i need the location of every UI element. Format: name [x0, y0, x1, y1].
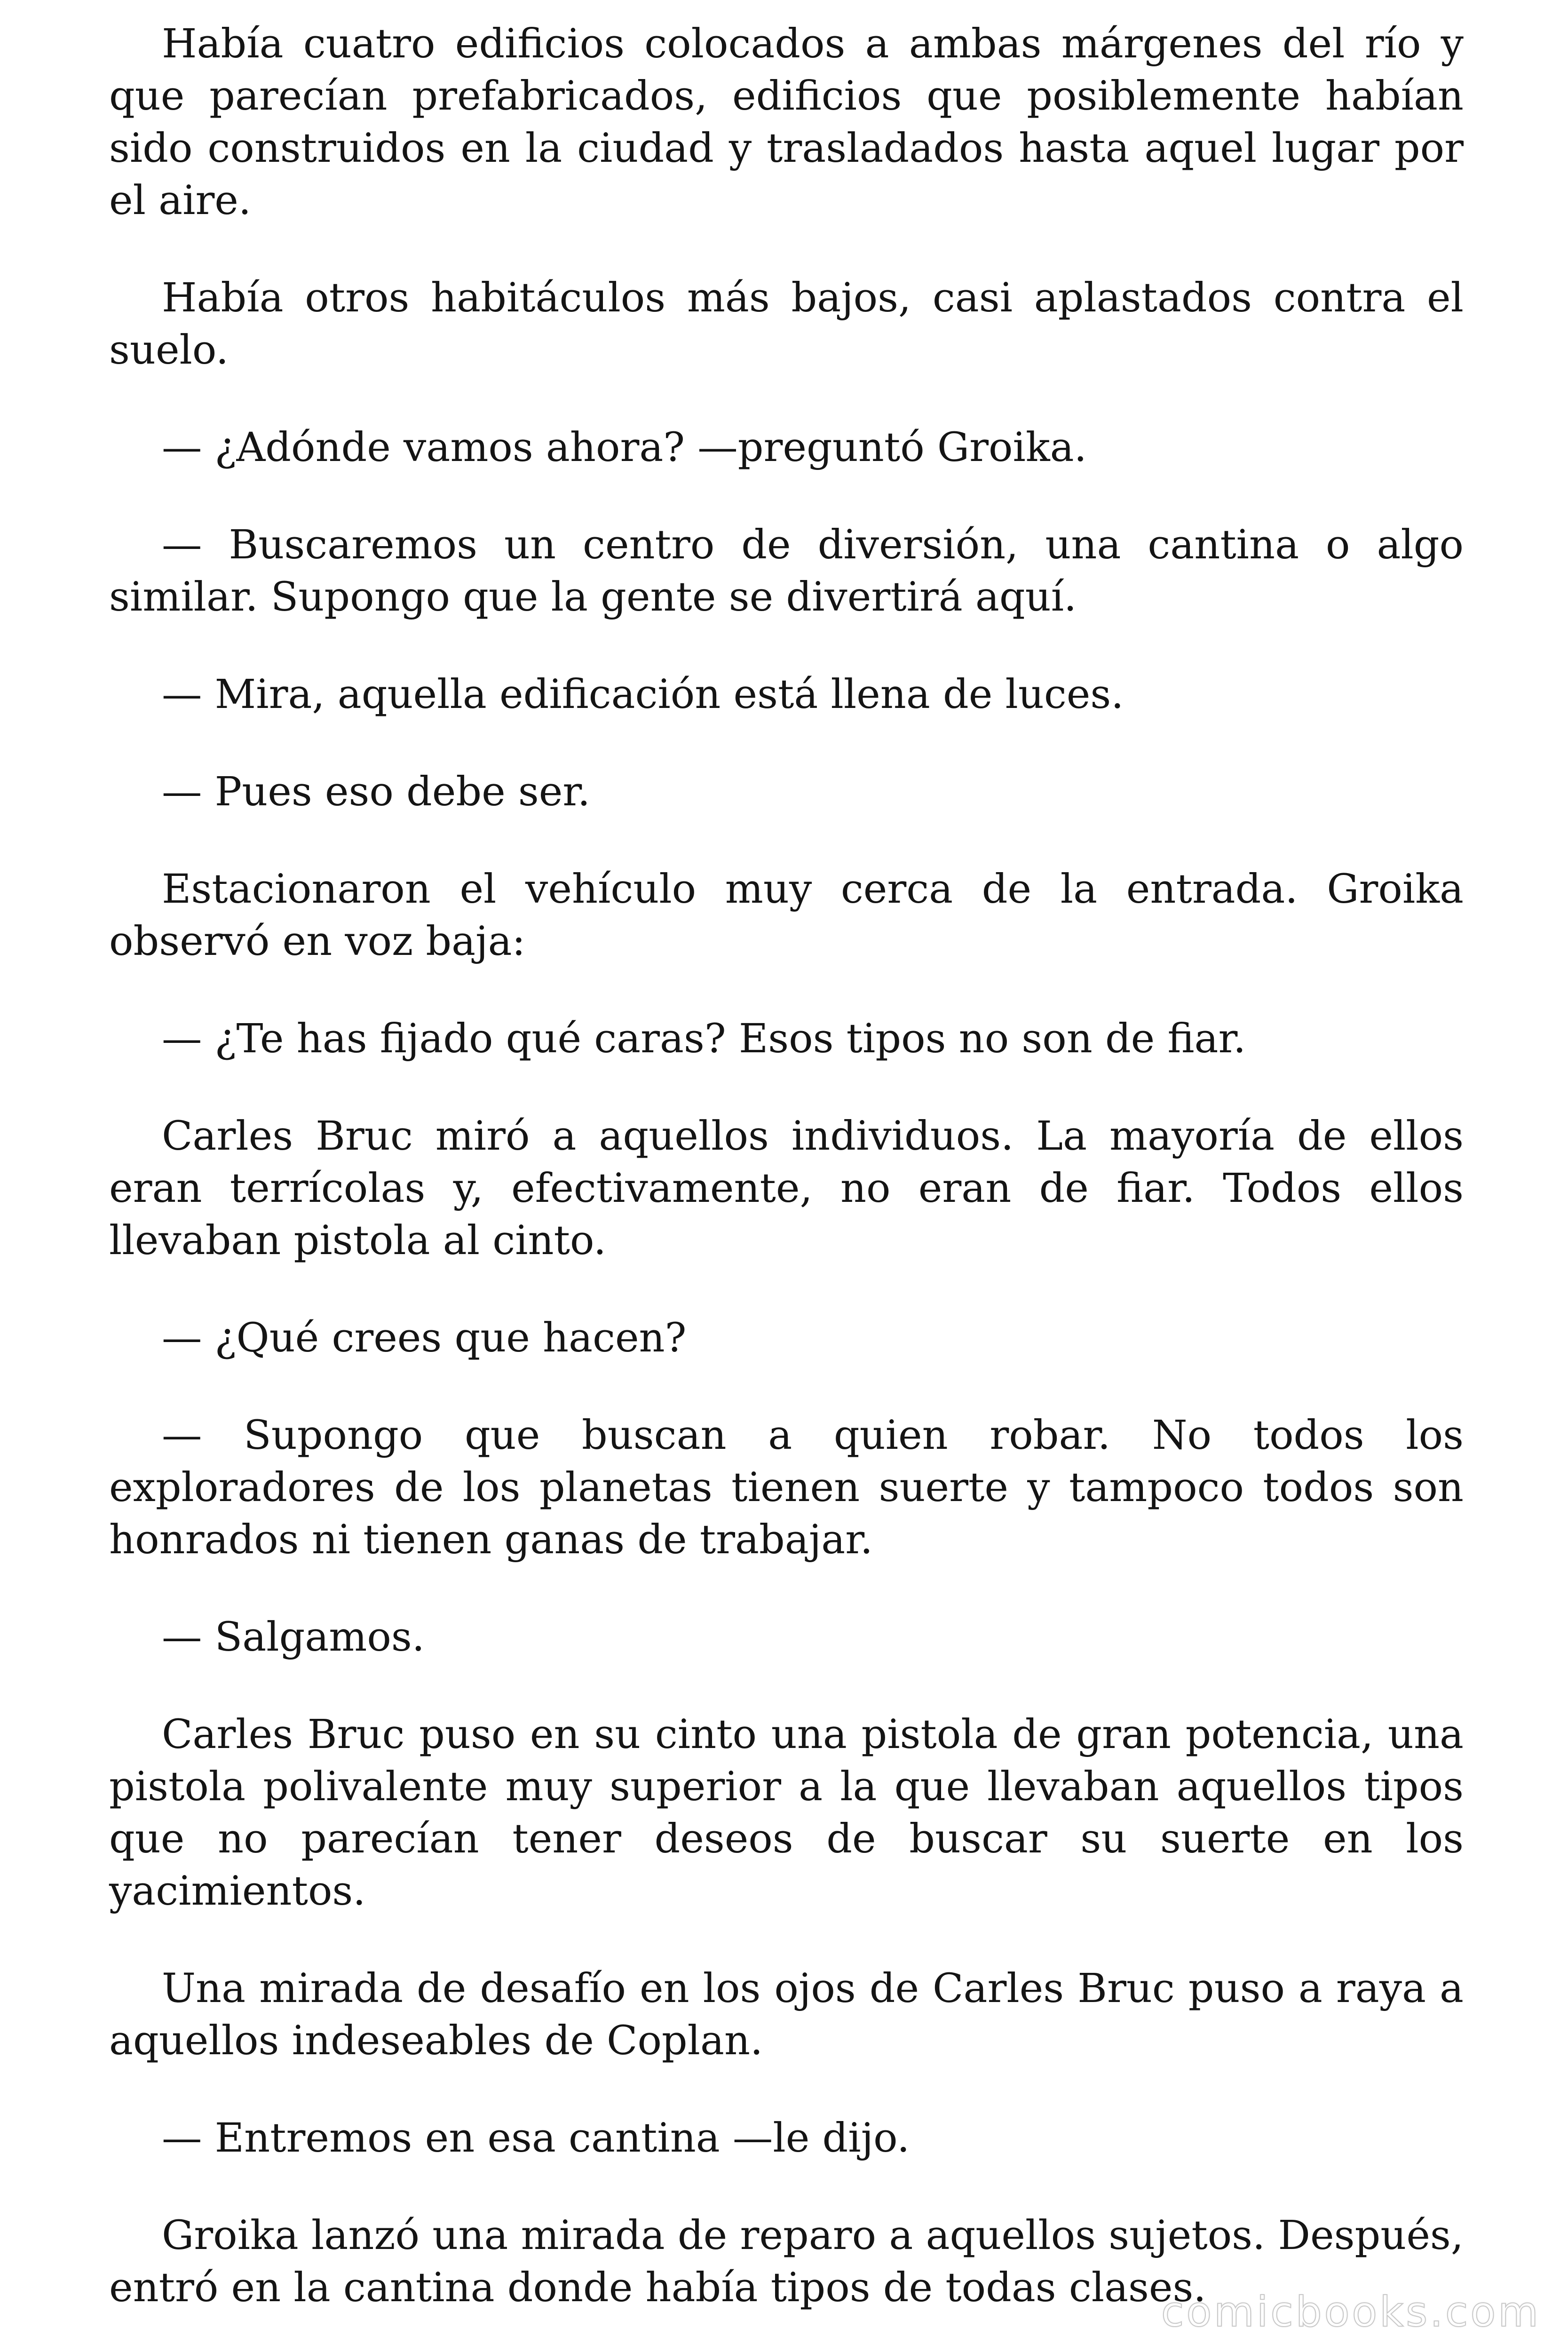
paragraph: — Mira, aquella edificación está llena de luces.: [162, 671, 1124, 718]
watermark-text: comicbooks.com: [1161, 2288, 1541, 2336]
paragraph: — ¿Qué crees que hacen?: [162, 1315, 687, 1361]
paragraph: — Buscaremos un centro de diversión, una cantina o algo similar. Supongo que la gente se divertirá aquí.: [109, 522, 1464, 620]
paragraph: Carles Bruc miró a aquellos individuos. La mayoría de ellos eran terrícolas y, efectivamente, no eran de fiar. Todos ellos llevaban pistola al cinto.: [109, 1113, 1464, 1264]
page-text: [109, 18, 1464, 2313]
paragraph: Groika lanzó una mirada de reparo a aquellos sujetos. Después, entró en la cantina donde había tipos de todas clases.: [109, 2212, 1464, 2311]
paragraph: — Supongo que buscan a quien robar. No todos los exploradores de los planetas tienen suerte y tampoco todos son honrados ni tienen ganas de trabajar.: [109, 1412, 1464, 1563]
paragraph: — Pues eso debe ser.: [162, 769, 591, 815]
paragraph: Había otros habitáculos más bajos, casi aplastados contra el suelo.: [109, 275, 1464, 373]
paragraph: Había cuatro edificios colocados a ambas márgenes del río y que parecían prefabricados, edificios que posiblemente habían sido construidos en la ciudad y trasladados hasta aquel lugar por el aire.: [109, 21, 1464, 224]
paragraph: — ¿Adónde vamos ahora? —preguntó Groika.: [162, 424, 1087, 471]
paragraph: Una mirada de desafío en los ojos de Carles Bruc puso a raya a aquellos indeseables de Coplan.: [109, 1965, 1464, 2064]
paragraph: — ¿Te has fijado qué caras? Esos tipos no son de fiar.: [162, 1016, 1246, 1062]
paragraph: — Salgamos.: [162, 1614, 425, 1661]
paragraph: Estacionaron el vehículo muy cerca de la entrada. Groika observó en voz baja:: [109, 866, 1464, 965]
paragraph: Carles Bruc puso en su cinto una pistola de gran potencia, una pistola polivalente muy superior a la que llevaban aquellos tipos que no parecían tener deseos de buscar su suerte en los yacimientos.: [109, 1711, 1464, 1915]
paragraph: — Entremos en esa cantina —le dijo.: [162, 2115, 910, 2161]
